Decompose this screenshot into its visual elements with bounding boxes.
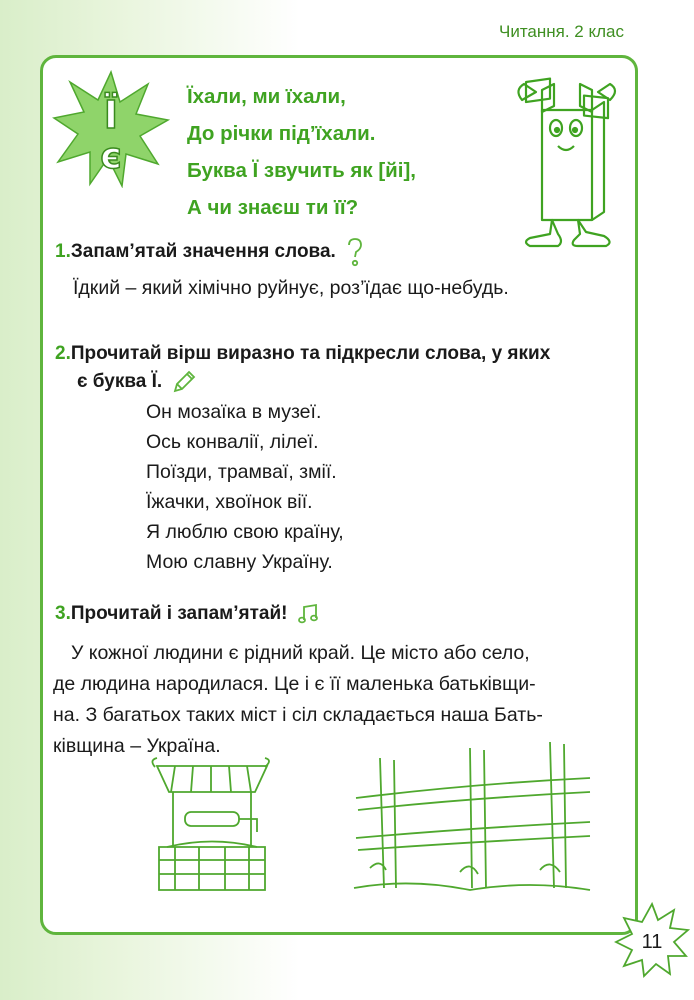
intro-poem-line: Їхали, ми їхали,: [187, 85, 346, 108]
task2-poem: [146, 397, 344, 577]
intro-poem: [187, 78, 416, 226]
task3-number: 3.: [55, 603, 71, 625]
poem-line: Он мозаїка в музеї.: [146, 401, 322, 423]
pencil-icon: [171, 369, 197, 395]
intro-poem-line: Буква Ї звучить як [йі],: [187, 159, 416, 182]
task2-number: 2.: [55, 343, 71, 364]
page-number: 11: [641, 931, 663, 953]
task1-definition: Їдкий – який хімічно руйнує, роз’їдає що-небудь.: [73, 277, 509, 299]
task3-heading: [55, 603, 319, 625]
task2-title-line2: є буква Ї.: [77, 371, 163, 392]
letter-mascot-illustration: [512, 70, 622, 250]
task3-title: Прочитай і запам’ятай!: [70, 603, 288, 625]
page-number-star: [614, 902, 690, 978]
task2-title-line1: Прочитай вірш виразно та підкресли слова, у яких: [70, 343, 551, 364]
task2-heading: [55, 340, 645, 396]
music-note-icon: [297, 603, 319, 625]
question-icon: [345, 237, 365, 267]
intro-poem-line: А чи знаєш ти її?: [187, 196, 359, 219]
badge-lower-letter: є: [100, 136, 122, 177]
paragraph-line: ківщина – Україна.: [53, 735, 221, 757]
badge-upper-letter: Ї: [103, 93, 119, 137]
poem-line: Ось конвалії, лілеї.: [146, 431, 319, 453]
paragraph-line: на. З багатьох таких міст і сіл складається наша Бать-: [53, 704, 543, 726]
task1-title: Запам’ятай значення слова.: [70, 241, 336, 263]
paragraph-line: де людина народилася. Це і є її маленька батьківщи-: [53, 673, 536, 695]
letter-star-badge: [52, 70, 170, 188]
fence-illustration: [350, 738, 595, 898]
paragraph-line: У кожної людини є рідний край. Це місто або село,: [71, 642, 530, 664]
page-header: Читання. 2 клас: [499, 22, 624, 41]
poem-line: Їжачки, хвоїнок вії.: [146, 491, 313, 513]
task1-heading: [55, 237, 365, 267]
poem-line: Я люблю свою країну,: [146, 521, 344, 543]
poem-line: Поїзди, трамваї, змії.: [146, 461, 337, 483]
poem-line: Мою славну Україну.: [146, 551, 333, 573]
intro-poem-line: До річки під’їхали.: [187, 122, 376, 145]
well-illustration: [145, 752, 280, 897]
task1-number: 1.: [55, 241, 71, 263]
